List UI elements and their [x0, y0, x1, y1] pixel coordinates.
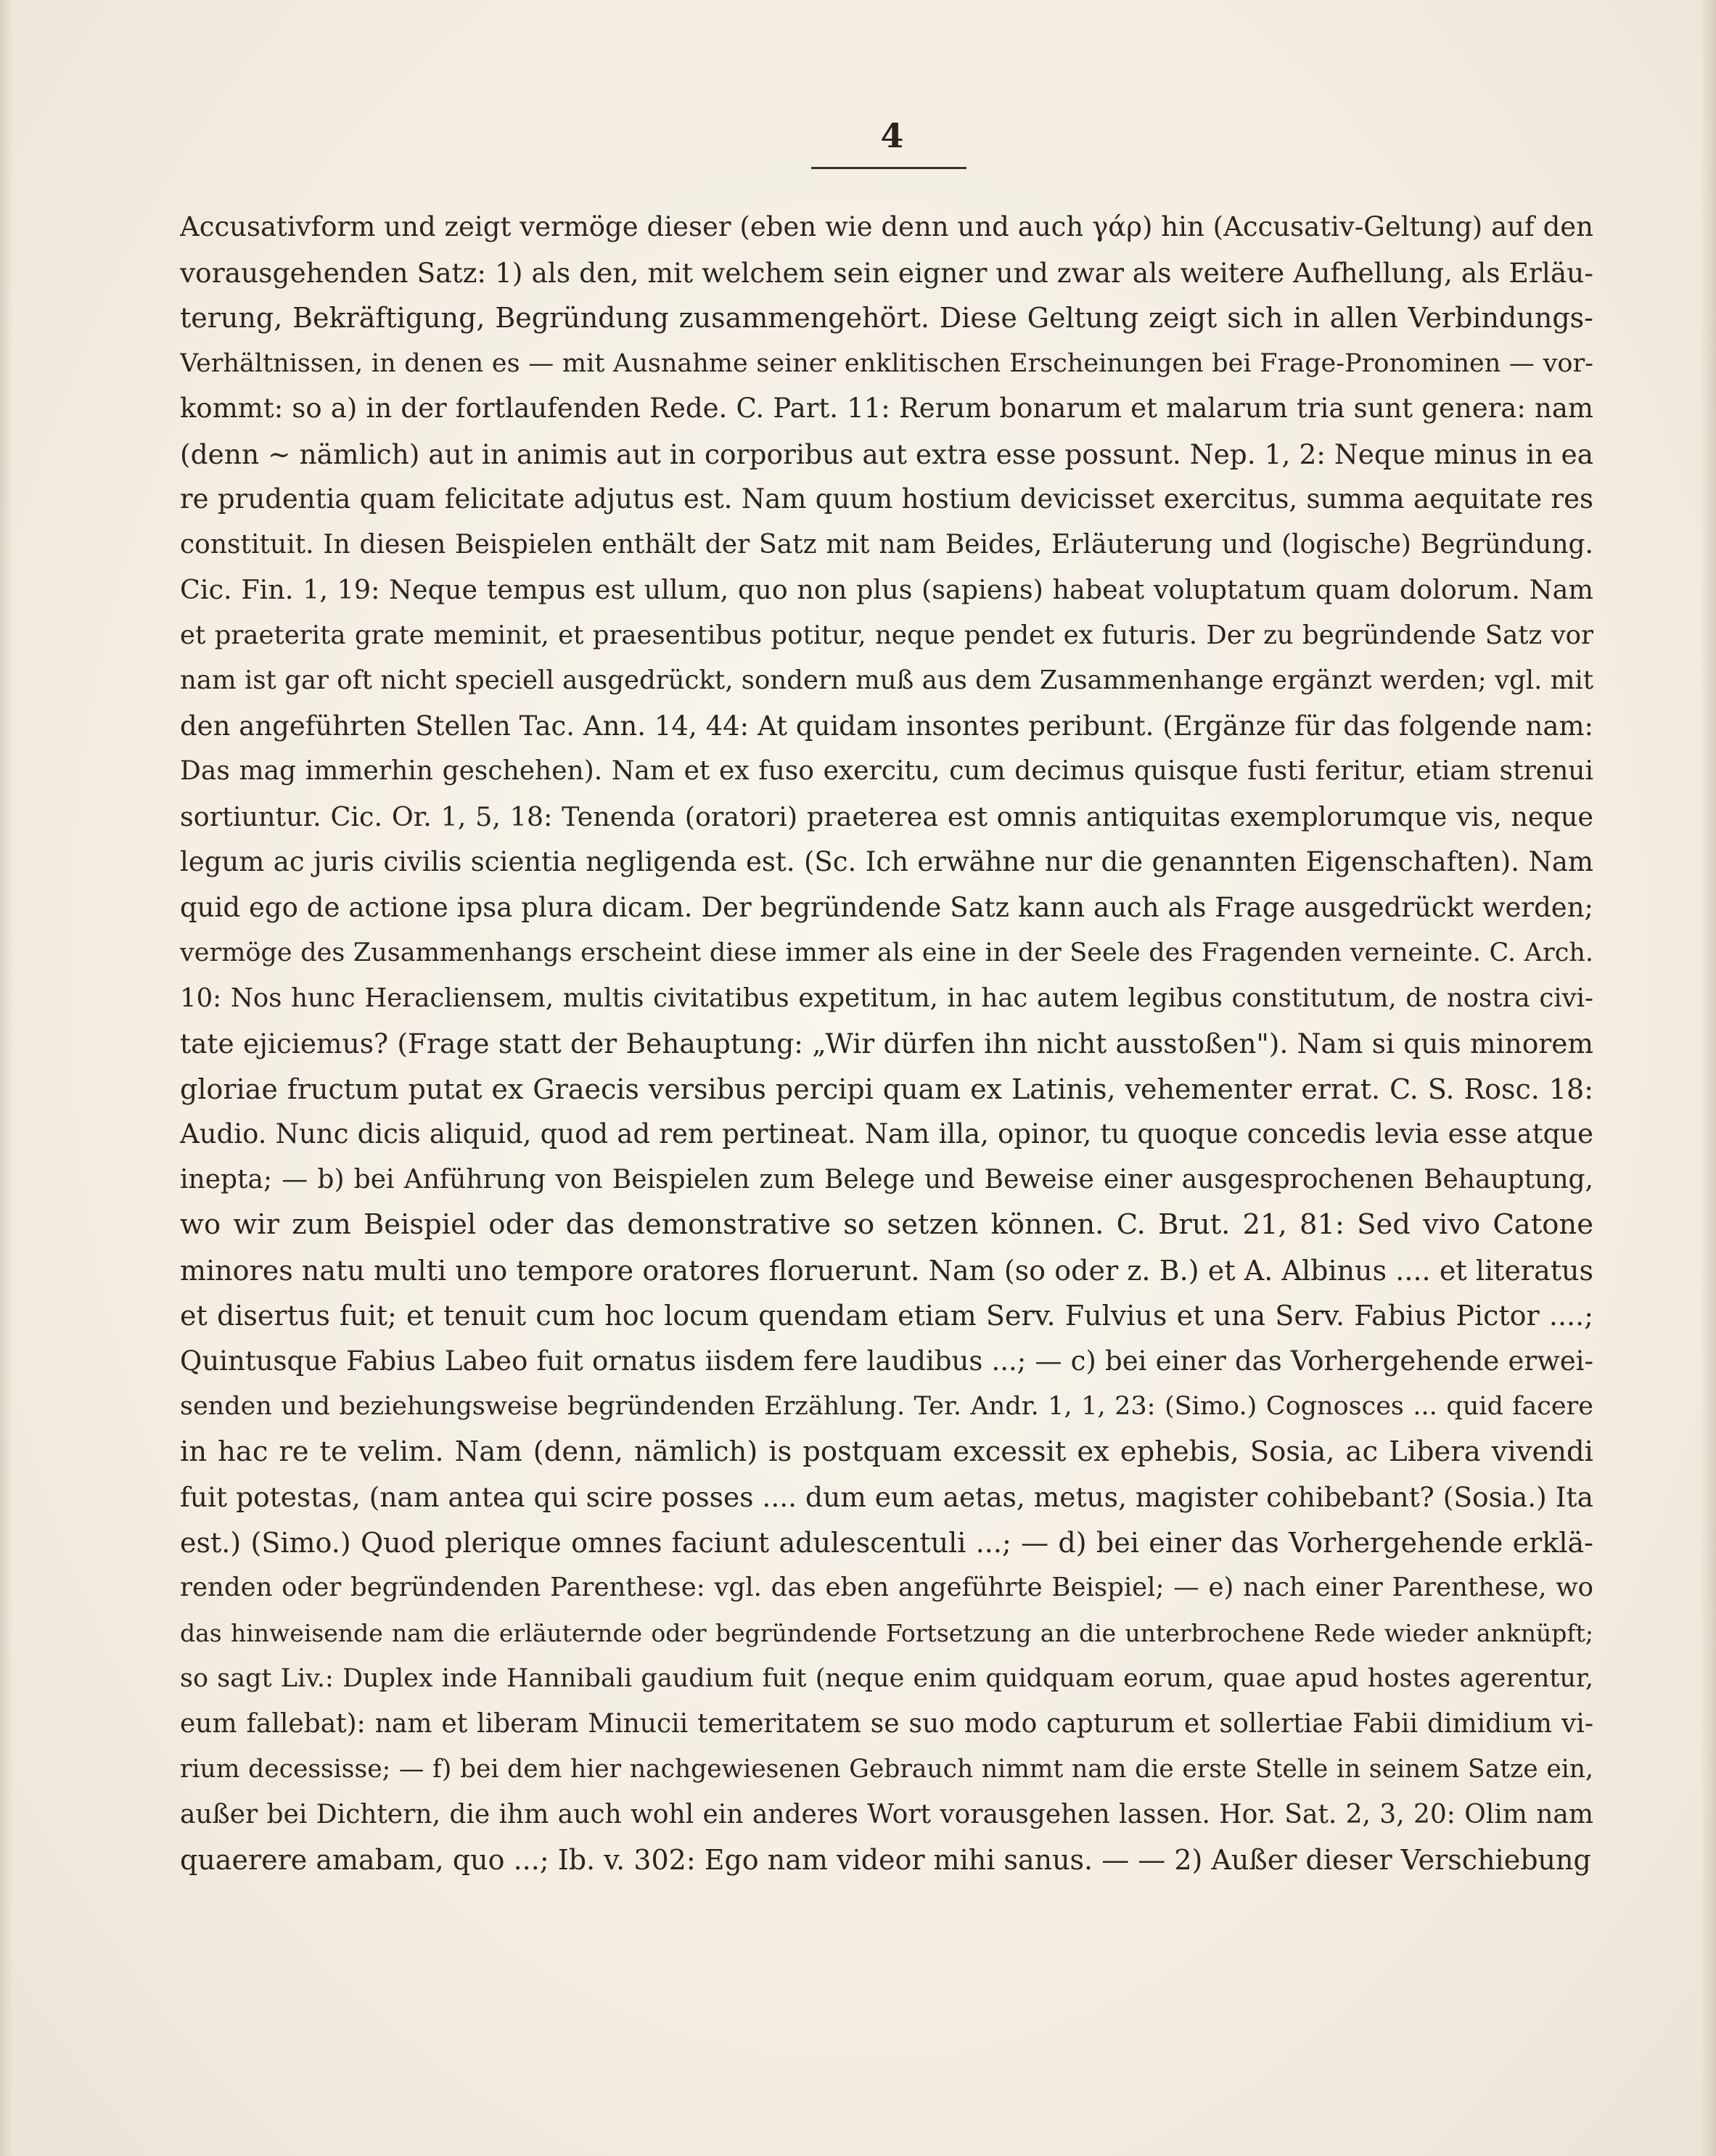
page-number: 4 [880, 116, 905, 155]
text-line: vorausgehenden Satz: 1) als den, mit welchem sein eigner und zwar als weitere Aufhellung, als Erläu- [180, 256, 1593, 289]
body-text [180, 205, 1593, 1895]
text-line: constituit. In diesen Beispielen enthält der Satz mit nam Beides, Erläuterung und (logische) Begründung. [180, 529, 1593, 560]
text-line: rium decessisse; — f) bei dem hier nachgewiesenen Gebrauch nimmt nam die erste Stelle in seinem Satze ein, [180, 1755, 1593, 1784]
text-line: renden oder begründenden Parenthese: vgl. das eben angeführte Beispiel; — e) nach einer Parenthese, wo [180, 1573, 1593, 1602]
text-line: außer bei Dichtern, die ihm auch wohl ein anderes Wort vorausgehen lassen. Hor. Sat. 2, 3, 20: Olim nam [180, 1799, 1593, 1829]
text-line: tate ejiciemus? (Frage statt der Behauptung: „Wir dürfen ihn nicht ausstoßen"). Nam si quis minorem [180, 1028, 1593, 1059]
scan-edge-left [0, 0, 13, 2156]
text-line: re prudentia quam felicitate adjutus est. Nam quum hostium devicisset exercitus, summa aequitate res [180, 483, 1593, 515]
text-line: in hac re te velim. Nam (denn, nämlich) is postquam excessit ex ephebis, Sosia, ac Libera vivendi [180, 1435, 1593, 1468]
text-line: legum ac juris civilis scientia negligenda est. (Sc. Ich erwähne nur die genannten Eigenschaften). Nam [180, 846, 1593, 877]
text-line: terung, Bekräftigung, Begründung zusammengehört. Diese Geltung zeigt sich in allen Verbindungs- [180, 302, 1593, 334]
scan-edge-right [1700, 0, 1716, 2156]
text-line: senden und beziehungsweise begründenden Erzählung. Ter. Andr. 1, 1, 23: (Simo.) Cognosces ... quid facere [180, 1392, 1593, 1421]
text-line: quid ego de actione ipsa plura dicam. Der begründende Satz kann auch als Frage ausgedrückt werden; [180, 891, 1593, 923]
text-line: das hinweisende nam die erläuternde oder begründende Fortsetzung an die unterbrochene Rede wieder anknüpft; [180, 1618, 1593, 1647]
text-line: Verhältnissen, in denen es — mit Ausnahme seiner enklitischen Erscheinungen bei Frage-Pronominen — vor- [180, 348, 1593, 378]
text-line: minores natu multi uno tempore oratores floruerunt. Nam (so oder z. B.) et A. Albinus .... et literatus [180, 1254, 1593, 1287]
text-line: inepta; — b) bei Anführung von Beispielen zum Belege und Beweise einer ausgesprochenen Behauptung, [180, 1164, 1593, 1194]
text-line: wo wir zum Beispiel oder das demonstrative so setzen können. C. Brut. 21, 81: Sed vivo Catone [180, 1208, 1593, 1241]
text-line: sortiuntur. Cic. Or. 1, 5, 18: Tenenda (oratori) praeterea est omnis antiquitas exemplorumque vis, neque [180, 800, 1593, 832]
text-line: quaerere amabam, quo ...; Ib. v. 302: Ego nam videor mihi sanus. — — 2) Außer dieser Verschiebung [180, 1844, 1591, 1876]
text-line: vermöge des Zusammenhangs erscheint diese immer als eine in der Seele des Fragenden verneinte. C. Arch. [180, 938, 1593, 967]
text-line: so sagt Liv.: Duplex inde Hannibali gaudium fuit (neque enim quidquam eorum, quae apud hostes agerentur, [180, 1664, 1593, 1693]
text-line: Audio. Nunc dicis aliquid, quod ad rem pertineat. Nam illa, opinor, tu quoque concedis levia esse atque [180, 1118, 1593, 1149]
text-line: Das mag immerhin geschehen). Nam et ex fuso exercitu, cum decimus quisque fusti feritur, etiam strenui [180, 756, 1593, 786]
text-line: fuit potestas, (nam antea qui scire posses .... dum eum aetas, metus, magister cohibebant? (Sosia.) Ita [180, 1481, 1593, 1513]
text-line: den angeführten Stellen Tac. Ann. 14, 44: At quidam insontes peribunt. (Ergänze für das folgende nam: [180, 710, 1593, 742]
text-line: Accusativform und zeigt vermöge dieser (eben wie denn und auch γάρ) hin (Accusativ-Geltung) auf den [180, 211, 1593, 242]
text-line: kommt: so a) in der fortlaufenden Rede. C. Part. 11: Rerum bonarum et malarum tria sunt genera: nam [180, 393, 1593, 424]
text-line: est.) (Simo.) Quod plerique omnes faciunt adulescentuli ...; — d) bei einer das Vorhergehende erklä- [180, 1526, 1593, 1559]
text-line: eum fallebat): nam et liberam Minucii temeritatem se suo modo capturum et sollertiae Fabii dimidium vi- [180, 1708, 1593, 1739]
text-line: Cic. Fin. 1, 19: Neque tempus est ullum, quo non plus (sapiens) habeat voluptatum quam dolorum. Nam [180, 574, 1593, 605]
header-rule [811, 167, 966, 169]
text-line: nam ist gar oft nicht speciell ausgedrückt, sondern muß aus dem Zusammenhange ergänzt werden; vgl. mit [180, 665, 1593, 695]
text-line: et disertus fuit; et tenuit cum hoc locum quendam etiam Serv. Fulvius et una Serv. Fabius Pictor ....; [180, 1300, 1593, 1332]
text-line: et praeterita grate meminit, et praesentibus potitur, neque pendet ex futuris. Der zu begründende Satz vor [180, 620, 1593, 650]
text-line: (denn ~ nämlich) aut in animis aut in corporibus aut extra esse possunt. Nep. 1, 2: Neque minus in ea [180, 438, 1593, 470]
text-line: 10: Nos hunc Heracliensem, multis civitatibus expetitum, in hac autem legibus constitutum, de nostra civi- [180, 983, 1593, 1013]
text-line: gloriae fructum putat ex Graecis versibus percipi quam ex Latinis, vehementer errat. C. S. Rosc. 18: [180, 1073, 1593, 1105]
text-line: Quintusque Fabius Labeo fuit ornatus iisdem fere laudibus ...; — c) bei einer das Vorhergehende erwei- [180, 1345, 1593, 1377]
